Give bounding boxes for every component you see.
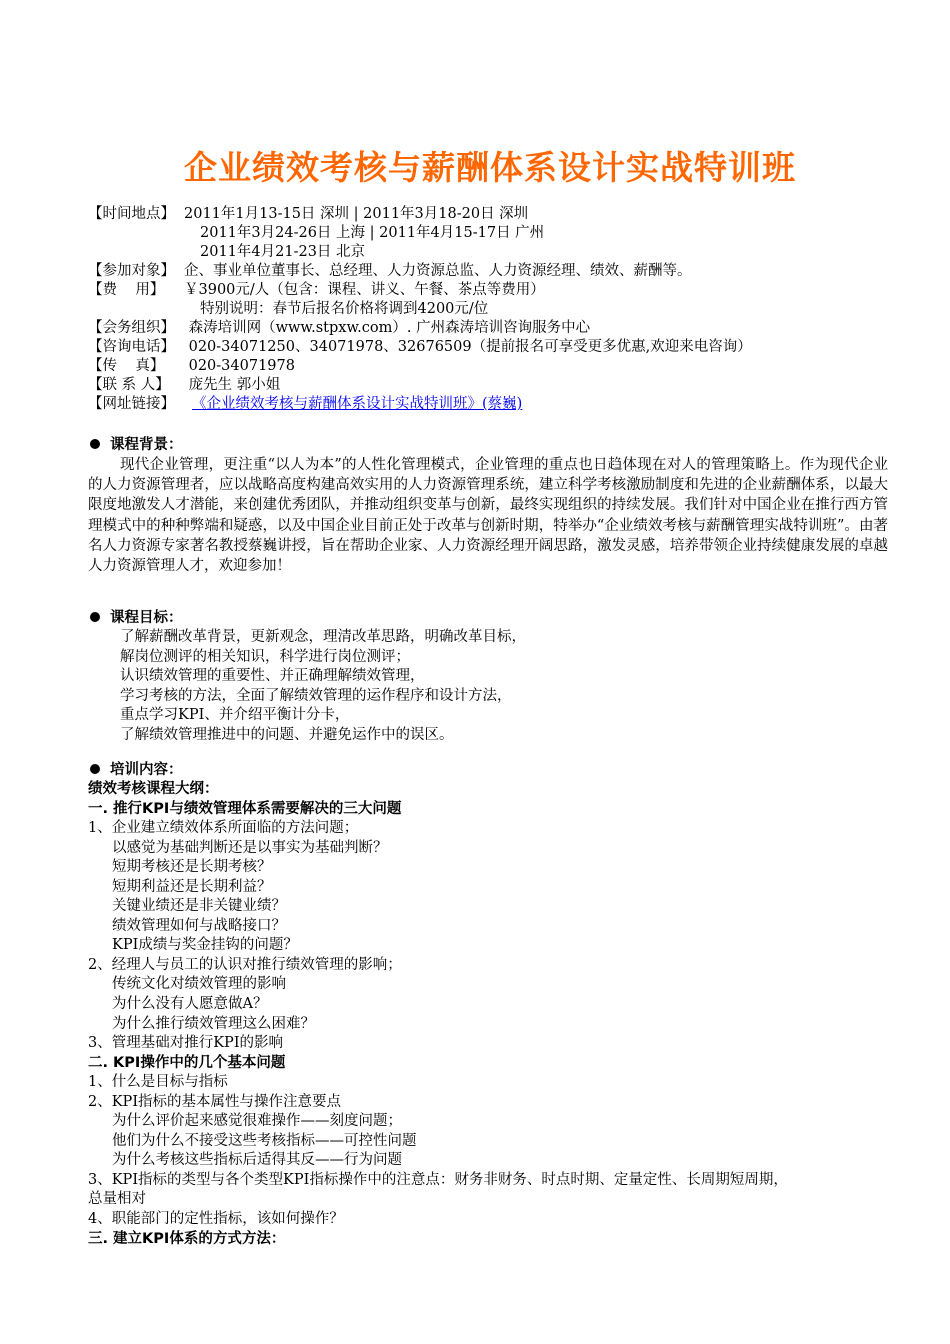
outline-line: 绩效管理如何与战略接口？: [112, 917, 286, 934]
info-row-contact: [88, 376, 888, 395]
goals-heading-text: 课程目标：: [110, 610, 183, 626]
outline-line: 为什么考核这些指标后适得其反——行为问题: [112, 1152, 402, 1169]
outline-line: 为什么推行绩效管理这么困难？: [112, 1015, 315, 1032]
goal-item: 解岗位测评的相关知识，科学进行岗位测评；: [120, 648, 410, 665]
outline-line: 短期利益还是长期利益？: [112, 878, 272, 895]
background-section: [88, 435, 888, 576]
outline-line: 总量相对: [88, 1191, 146, 1208]
background-heading-text: 课程背景：: [110, 437, 183, 453]
fee-label: 【费 用】: [88, 282, 165, 298]
info-row-time: [88, 205, 888, 224]
goal-item: 学习考核的方法，全面了解绩效管理的运作程序和设计方法，: [120, 687, 512, 704]
bullet-icon: [90, 764, 100, 774]
background-paragraph: 现代企业管理，更注重“以人为本”的人性化管理模式，企业管理的重点也日趋体现在对人的管理策略上。作为现代企业的人力资源管理者，应以战略高度构建高效实用的人力资源管理系统，建立科学考核激励制度和先进的企业薪酬体系，以最大限度地激发人才潜能，来创建优秀团队，并推动组织变革与创新，最终实现组织的持续发展。我们针对中国企业在推行西方管理模式中的种种弊端和疑惑，以及中国企业目前正处于改革与创新时期，特举办“企业绩效考核与薪酬管理实战特训班”。由著名人力资源专家著名教授蔡巍讲授，旨在帮助企业家、人力资源经理开阔思路，激发灵感，培养带领企业持续健康发展的卓越人力资源管理人才，欢迎参加！: [88, 457, 888, 575]
goal-item: 重点学习KPI、并介绍平衡计分卡，: [120, 707, 350, 724]
outline-section-heading: 三. 建立KPI体系的方式方法：: [88, 1230, 286, 1247]
outline-line: KPI成绩与奖金挂钩的问题？: [112, 937, 298, 954]
outline-line: 为什么没有人愿意做A？: [112, 996, 268, 1013]
info-row-audience: [88, 262, 888, 281]
outline-line: 他们为什么不接受这些考核指标——可控性问题: [112, 1132, 417, 1149]
outline-line: 以感觉为基础判断还是以事实为基础判断？: [112, 839, 388, 856]
url-label: 【网址链接】: [88, 396, 175, 412]
organizer-value: 森涛培训网（www.stpxw.com）. 广州森涛培训咨询服务中心: [184, 320, 591, 336]
outline-section-heading: 一. 推行KPI与绩效管理体系需要解决的三大问题: [88, 800, 402, 817]
fee-note: 特别说明：春节后报名价格将调到4200元/位: [200, 301, 489, 317]
outline-line: 3、管理基础对推行KPI的影响: [88, 1035, 284, 1052]
info-row-url: [88, 395, 888, 414]
goals-section: [88, 608, 888, 746]
outline-line: 1、企业建立绩效体系所面临的方法问题；: [88, 820, 359, 837]
goal-item: 认识绩效管理的重要性、并正确理解绩效管理，: [120, 668, 425, 685]
course-info-block: [88, 205, 888, 414]
info-row-fee: [88, 281, 888, 300]
outline-section-heading: 二. KPI操作中的几个基本问题: [88, 1054, 286, 1071]
audience-value: 企、事业单位董事长、总经理、人力资源总监、人力资源经理、绩效、薪酬等。: [184, 263, 692, 279]
content-heading: [88, 760, 888, 780]
time-label: 【时间地点】: [88, 206, 175, 222]
contact-value: 庞先生 郭小姐: [184, 377, 281, 393]
outline-line: 为什么评价起来感觉很难操作——刻度问题；: [112, 1113, 402, 1130]
organizer-label: 【会务组织】: [88, 320, 175, 336]
bullet-icon: [90, 612, 100, 622]
phone-label: 【咨询电话】: [88, 339, 175, 355]
fee-value: ￥3900元/人（包含：课程、讲义、午餐、茶点等费用）: [184, 282, 545, 298]
time-line-2: 2011年3月24-26日 上海 | 2011年4月15-17日 广州: [200, 225, 545, 241]
outline-line: 关键业绩还是非关键业绩？: [112, 898, 286, 915]
url-wrap: [184, 395, 522, 414]
outline-line: 1、什么是目标与指标: [88, 1074, 228, 1091]
info-row-fax: [88, 357, 888, 376]
goal-item: 了解绩效管理推进中的问题、并避免运作中的误区。: [120, 726, 454, 743]
time-line-3: 2011年4月21-23日 北京: [200, 244, 366, 260]
bullet-icon: [90, 439, 100, 449]
phone-value: 020-34071250、34071978、32676509（提前报名可享受更多优惠,欢迎来电咨询）: [184, 339, 752, 355]
outline-title: 绩效考核课程大纲：: [88, 781, 219, 797]
outline-line: 4、职能部门的定性指标，该如何操作？: [88, 1211, 344, 1228]
outline-line: 2、KPI指标的基本属性与操作注意要点: [88, 1093, 342, 1110]
outline-line: 传统文化对绩效管理的影响: [112, 976, 286, 993]
background-heading: [88, 435, 888, 455]
info-row-phone: [88, 338, 888, 357]
contact-label: 【联 系 人】: [88, 377, 170, 393]
page-title: 企业绩效考核与薪酬体系设计实战特训班: [184, 148, 796, 187]
outline-line: 2、经理人与员工的认识对推行绩效管理的影响；: [88, 956, 402, 973]
content-heading-text: 培训内容：: [110, 762, 183, 778]
course-link[interactable]: 《企业绩效考核与薪酬体系设计实战特训班》(蔡巍): [192, 396, 523, 412]
outline-line: 短期考核还是长期考核？: [112, 859, 272, 876]
outline-line: 3、KPI指标的类型与各个类型KPI指标操作中的注意点：财务非财务、时点时期、定量定性、长周期短周期，: [88, 1171, 788, 1188]
content-section: [88, 760, 888, 1249]
time-line-1: 2011年1月13-15日 深圳 | 2011年3月18-20日 深圳: [184, 206, 529, 222]
goals-heading: [88, 608, 888, 628]
outline-list: [88, 800, 888, 1250]
fax-value: 020-34071978: [184, 358, 295, 374]
goal-item: 了解薪酬改革背景，更新观念，理清改革思路，明确改革目标，: [120, 629, 526, 645]
info-row-organizer: [88, 319, 888, 338]
fax-label: 【传 真】: [88, 358, 165, 374]
audience-label: 【参加对象】: [88, 263, 175, 279]
